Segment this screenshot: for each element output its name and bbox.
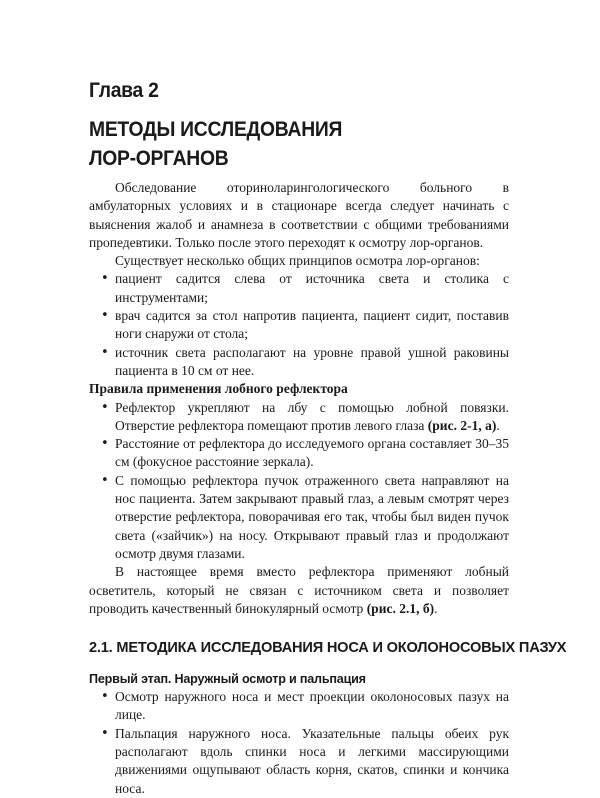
principles-intro: Существует несколько общих принципов осмотра лор-органов: (115, 253, 480, 269)
list-item: • Расстояние от рефлектора до исследуемого органа составляет 30–35 см (фокусное расстояние зеркала). (115, 435, 509, 472)
reflector-rules-list (89, 399, 509, 564)
figure-reference: (рис. 2-1, а) (427, 417, 497, 433)
stage-list (89, 688, 509, 798)
intro-paragraph: Обследование оториноларингологического больного в амбулаторных условиях и в стационаре всегда следует начинать с выяснения жалоб и анамнеза в соответствии с общими требованиями пропедевтики. Только после этого переходят к осмотру лор-органов. (89, 180, 509, 250)
modern-method-paragraph (89, 563, 509, 618)
list-item: • Пальпация наружного носа. Указательные пальцы обеих рук располагают вдоль спинки носа и легкими массирующими движениями ощупывают область корня, скатов, спинки и кончика носа. (115, 725, 509, 798)
list-item: • пациент садится слева от источника света и столика с инструментами; (115, 270, 509, 307)
chapter-title-line-1: МЕТОДЫ ИССЛЕДОВАНИЯ (89, 118, 343, 141)
list-item: • С помощью рефлектора пучок отраженного света направляют на нос пациента. Затем закрывают правый глаз, а левым смотрят через отверстие рефлектора, поворачивая его так, чтобы был виден пучок света («зайчик») на носу. Открывают правый глаз и продолжают осмотр двумя глазами. (115, 472, 509, 563)
reflector-rule-text: Рефлектор укрепляют на лбу с помощью лобной повязки. Отверстие рефлектора помещают против левого глаза (115, 399, 509, 433)
principles-list (89, 270, 509, 380)
reflector-heading: Правила применения лобного рефлектора (89, 381, 348, 397)
chapter-title (89, 115, 342, 173)
punctuation: . (496, 417, 500, 433)
chapter-label: Глава 2 (89, 79, 159, 102)
figure-reference: (рис. 2.1, б) (366, 600, 435, 616)
list-item: • Осмотр наружного носа и мест проекции околоносовых пазух на лице. (115, 688, 509, 725)
stage-heading: Первый этап. Наружный осмотр и пальпация (89, 672, 366, 687)
paragraph-text: В настоящее время вместо рефлектора применяют лобный осветитель, который не связан с источником света и позволяет проводить качественный бинокулярный осмотр (89, 564, 509, 616)
section-heading: 2.1. МЕТОДИКА ИССЛЕДОВАНИЯ НОСА И ОКОЛОНОСОВЫХ ПАЗУХ (89, 640, 567, 657)
body-text (89, 179, 567, 798)
list-item: • источник света располагают на уровне правой ушной раковины пациента в 10 см от нее. (115, 344, 509, 381)
punctuation: . (434, 600, 438, 616)
list-item: • врач садится за стол напротив пациента, пациент сидит, поставив ноги снаружи от стола; (115, 307, 509, 344)
list-item (115, 399, 509, 436)
chapter-title-line-2: ЛОР-ОРГАНОВ (89, 147, 229, 170)
